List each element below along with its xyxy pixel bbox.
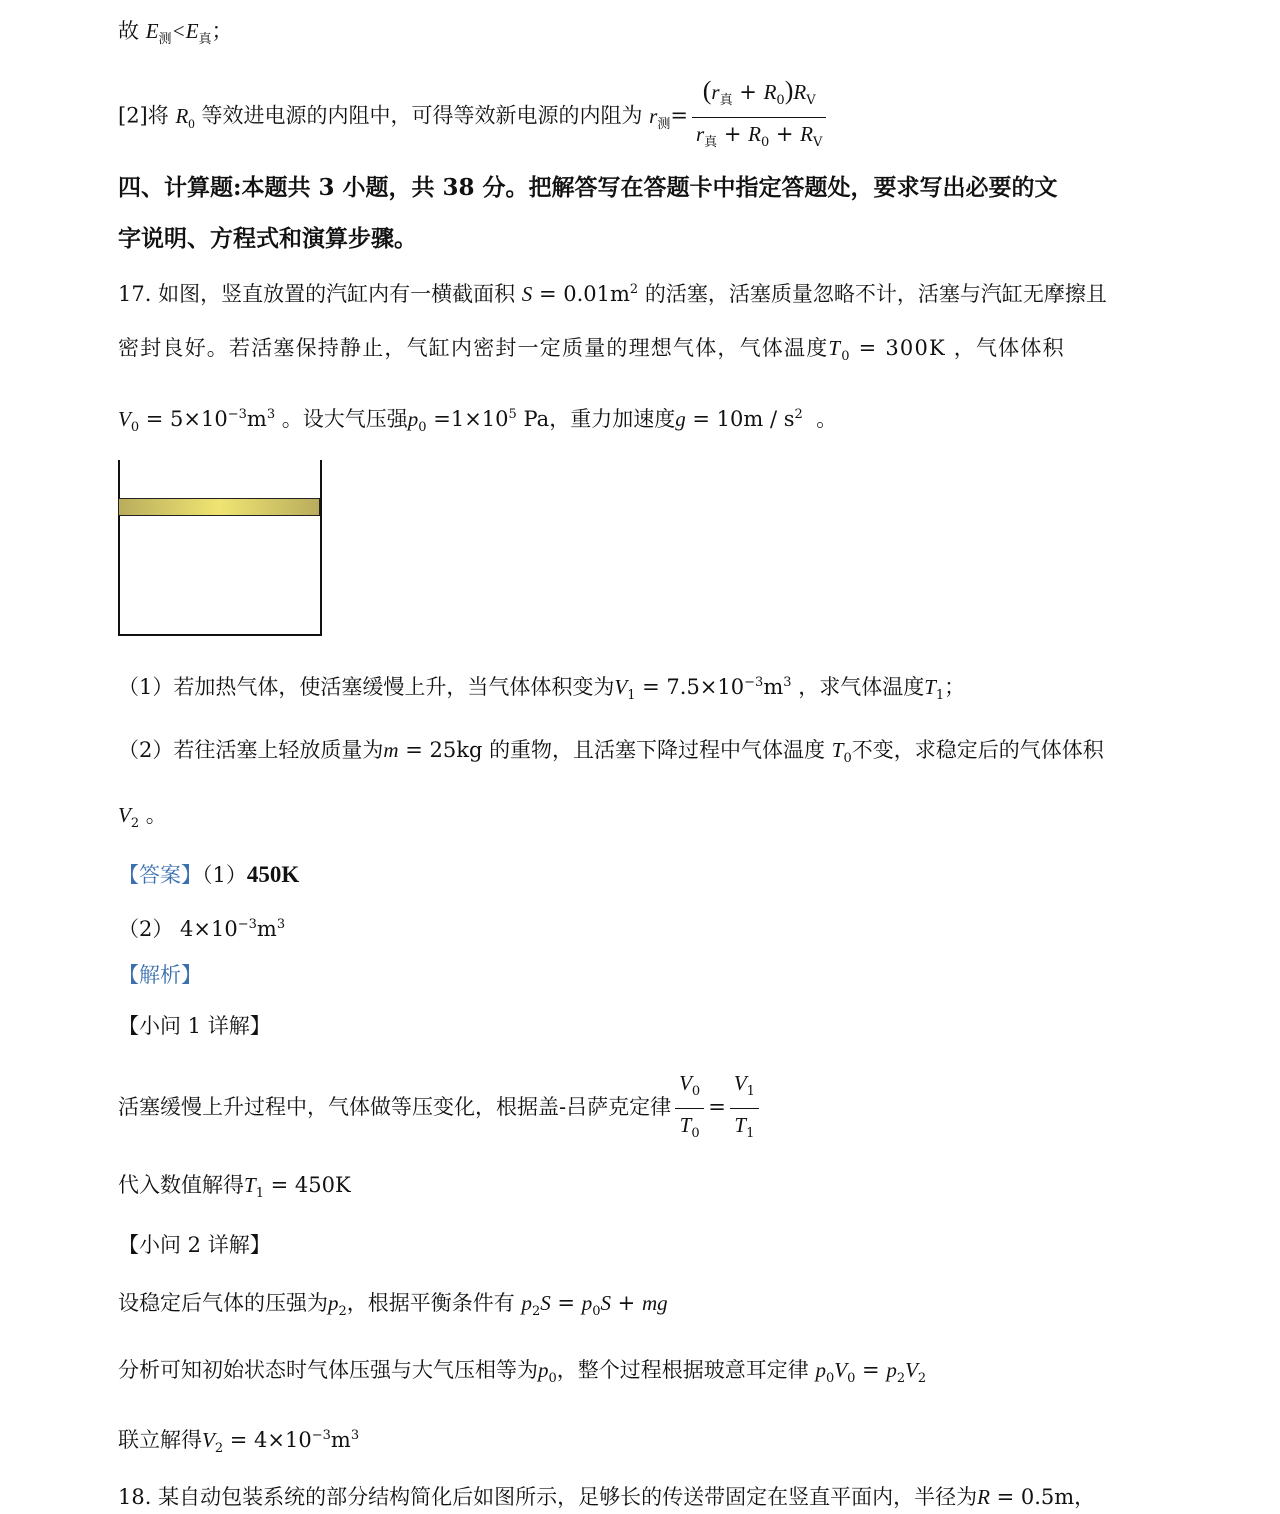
subq2-heading: 【小问 2 详解】 (118, 1233, 271, 1257)
analysis-label: 【解析】 (118, 963, 202, 987)
piston (118, 498, 320, 516)
balance-line: 设稳定后气体的压强为$p_2$，根据平衡条件有 $p_2S = p_0S$ + mg (118, 1291, 668, 1320)
answer-line1: 【答案】（1）450K (118, 862, 300, 887)
section-heading: 四、计算题:本题共 3 小题，共 38 分。把解答写在答题卡中指定答题处，要求写出必要的文 (118, 174, 1058, 201)
result-v2-line: 联立解得$V_2 = 4\times 10^{-3}m^3$ (118, 1428, 360, 1457)
gay-lussac-line: 活塞缓慢上升过程中，气体做等压变化，根据盖-吕萨克定律 $\frac{V_0}{T_0}$ = $\frac{V_1}{T_1}$ (118, 1070, 763, 1147)
internal-resistance-line: [2]将 $R_0$ 等效进电源的内阻中，可得等效新电源的内阻为 $r_测=$ $\frac{(r_真 + R_0)R_V}{r_真 + R_0 + R_V}$ (118, 78, 830, 156)
q18-line1: 18. 某自动包装系统的部分结构简化后如图所示，足够长的传送带固定在竖直平面内，半径为R = 0.5m， (118, 1485, 1096, 1509)
q17-line3: $V_0 = 5\times 10^{-3}m^3$ 。设大气压强$p_0 =1\times 10^5$ Pa，重力加速度$g = 10m / s^2$ 。 (118, 407, 838, 436)
resistance-fraction: $\frac{(r_真 + R_0)R_V}{r_真 + R_0 + R_V}$ (692, 78, 826, 156)
conclusion-line: 故 $E_测<E_真$； (118, 19, 233, 47)
boyle-line: 分析可知初始状态时气体压强与大气压相等为$p_0$，整个过程根据玻意耳定律 $p_0V_0 = p_2V_2$ (118, 1358, 927, 1387)
subq1-heading: 【小问 1 详解】 (118, 1014, 271, 1038)
answer-label: 【答案】 (118, 863, 202, 887)
q17-part1: （1）若加热气体，使活塞缓慢上升，当气体体积变为$V_1 = 7.5\times 10^{-3}m^3$ ，求气体温度$T_1$； (118, 675, 966, 704)
section-heading-cont: 字说明、方程式和演算步骤。 (118, 225, 417, 252)
q17-line1: 17. 如图，竖直放置的汽缸内有一横截面积 $S = 0.01m^2$ 的活塞，活塞质量忽略不计，活塞与汽缸无摩擦且 (118, 282, 1107, 306)
result-t1-line: 代入数值解得$T_1 = 450K$ (118, 1173, 351, 1202)
q17-part2-cont: $V_2$ 。 (118, 803, 167, 832)
q17-line2: 密封良好。若活塞保持静止，气缸内密封一定质量的理想气体，气体温度$T_0 = 300K$ ，气体体积 (118, 336, 1065, 365)
cylinder-figure (118, 460, 322, 636)
q17-part2: （2）若往活塞上轻放质量为m = 25kg 的重物，且活塞下降过程中气体温度 $T_0$不变，求稳定后的气体体积 (118, 738, 1104, 767)
answer-line2: （2） $4\times 10^{-3}m^3$ (118, 917, 286, 941)
